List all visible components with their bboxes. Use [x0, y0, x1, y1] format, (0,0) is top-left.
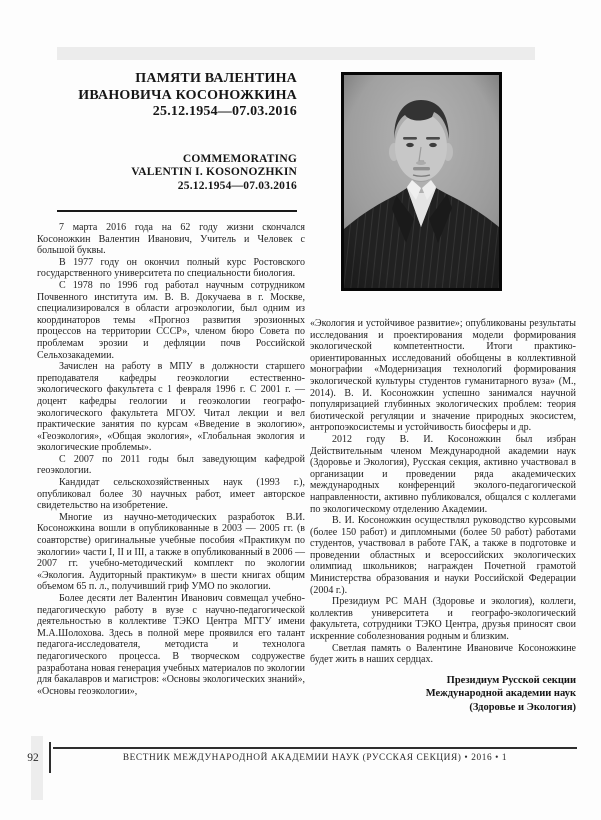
article-title-ru	[37, 71, 297, 121]
footer-divider	[53, 747, 577, 749]
article-title-en	[37, 153, 297, 194]
header-divider	[57, 210, 297, 212]
page-edge-scan-strip	[31, 736, 43, 800]
signature-line: Международной академии наук	[425, 688, 576, 700]
paragraph: «Экология и устойчивое развитие»; опубликованы результаты исследования и проектирования модели формирования экологической компетентности. Итоги практико-ориентированных исследований обобщены в коллективной монографии «Модернизация технологий формирования экологической культуры студентов гуманитарного вуза» (М., 2014). В. И. Косоножкин успешно занимался научной популяризацией глубинных экологических проблем: теория биотической регуляции и значение природных экосистем, антропоэкосистемы и устойчивость биосферы и др.	[310, 318, 576, 434]
paragraph: С 2007 по 2011 годы был заведующим кафедрой геоэкологии.	[37, 453, 305, 477]
title-line: VALENTIN I. KOSONOZHKIN	[131, 166, 297, 178]
title-line: ИВАНОВИЧА КОСОНОЖКИНА	[78, 87, 297, 103]
article-header	[37, 71, 297, 193]
title-line: 25.12.1954—07.03.2016	[152, 104, 297, 119]
title-line: 25.12.1954—07.03.2016	[177, 179, 297, 192]
paragraph: 2012 году В. И. Косоножкин был избран Действительным членом Международной академии наук (Здоровье и Экология), Русская секция, активно участвовал в организации и проведении ряда академических международных конференций эколого-педагогической направленности, активно публиковался, общался с коллегами по экологическому отделению Академии.	[310, 433, 576, 515]
paragraph: С 1978 по 1996 год работал научным сотрудником Почвенного института им. В. В. Докучаева в г. Москве, специализировался в области агроэкологии, был одним из координаторов темы «Прогноз развития эрозионных процессов на территории СССР», членом бюро Совета по проблемам эрозии и дефляции почв Российской Сельхозакадемии.	[37, 279, 305, 361]
portrait-illustration	[344, 75, 499, 288]
signature-block	[310, 674, 576, 715]
portrait-photo	[341, 72, 502, 291]
paragraph: Президиум РС МАН (Здоровье и экология), коллеги, коллектив университета и географо-экологический факультета, сотрудники ТЭКО Центра, друзья приносят свои искренние соболезнования родным и близким.	[310, 596, 576, 643]
signature-line: Президиум Русской секции	[446, 674, 576, 686]
left-paragraphs	[37, 222, 305, 697]
right-paragraphs	[310, 318, 576, 666]
paragraph: Многие из научно-методических разработок В.И. Косоножкина вошли в опубликованные в 2003 — 2005 гг. (в соавторстве) оригинальные учебные пособия «Практикум по экологии» части I, II и III, а также в опубликованный в 2006 — 2007 гг. учебно-методический комплект по экологии «Экология. Аудиторный практикум» в шести книгах общим объемом 65 п. л., получивший гриф УМО по экологии.	[37, 511, 305, 593]
title-line: COMMEMORATING	[182, 152, 297, 165]
paragraph: Более десяти лет Валентин Иванович совмещал учебно-педагогическую работу в вузе с научно-педагогической деятельностью в коллективе ТЭКО Центра МГГУ имени М.А.Шолохова. Здесь в полной мере проявился его талант педагога-исследователя, методиста и технолога педагогического процесса. В творческом содружестве разработана новая генерация учебных материалов по экологии для бакалавров и магистров: «Основы экологических знаний», «Основы геоэкологии»,	[37, 593, 305, 697]
paragraph: 7 марта 2016 года на 62 году жизни скончался Косоножкин Валентин Иванович, Учитель и Человек с большой буквы.	[37, 222, 305, 257]
title-line: ПАМЯТИ ВАЛЕНТИНА	[135, 71, 297, 86]
paragraph: Зачислен на работу в МПУ в должности старшего преподавателя кафедры геоэкологии естественно-экологического факультета с 1 февраля 1996 г. С 2001 г. — доцент кафедры геологии и геоэкологии географо-экологического факультета МГОУ. Читал лекции и вел практические занятия по курсам «Введение в экологию», «Геоэкология», «Общая экология», «Глобальная экология и экологические проблемы».	[37, 361, 305, 454]
paragraph: Кандидат сельскохозяйственных наук (1993 г.), опубликовал более 30 научных работ, имеет авторское свидетельство на изобретение.	[37, 477, 305, 512]
paragraph: Светлая память о Валентине Ивановиче Косоножкине будет жить в наших сердцах.	[310, 642, 576, 666]
body-column-right	[310, 318, 576, 714]
page-number: 92	[27, 752, 39, 764]
journal-footer-title: ВЕСТНИК МЕЖДУНАРОДНОЙ АКАДЕМИИ НАУК (РУССКАЯ СЕКЦИЯ) • 2016 • 1	[122, 753, 508, 763]
signature-line: (Здоровье и Экология)	[469, 701, 576, 713]
footer-page-number-divider	[49, 742, 51, 773]
body-column-left	[37, 222, 305, 697]
paragraph: В 1977 году он окончил полный курс Ростовского государственного университета по специальности биология.	[37, 256, 305, 280]
paragraph: В. И. Косоножкин осуществлял руководство курсовыми (более 150 работ) и дипломными (более 50 работ) работами студентов, участвовал в работе ГАК, а также в подготовке и проведении областных и всероссийских экологических олимпиад школьников; награжден Почетной грамотой Министерства образования и науки Российской Федерации (2004 г.).	[310, 515, 576, 596]
page-top-scan-band	[57, 47, 535, 60]
